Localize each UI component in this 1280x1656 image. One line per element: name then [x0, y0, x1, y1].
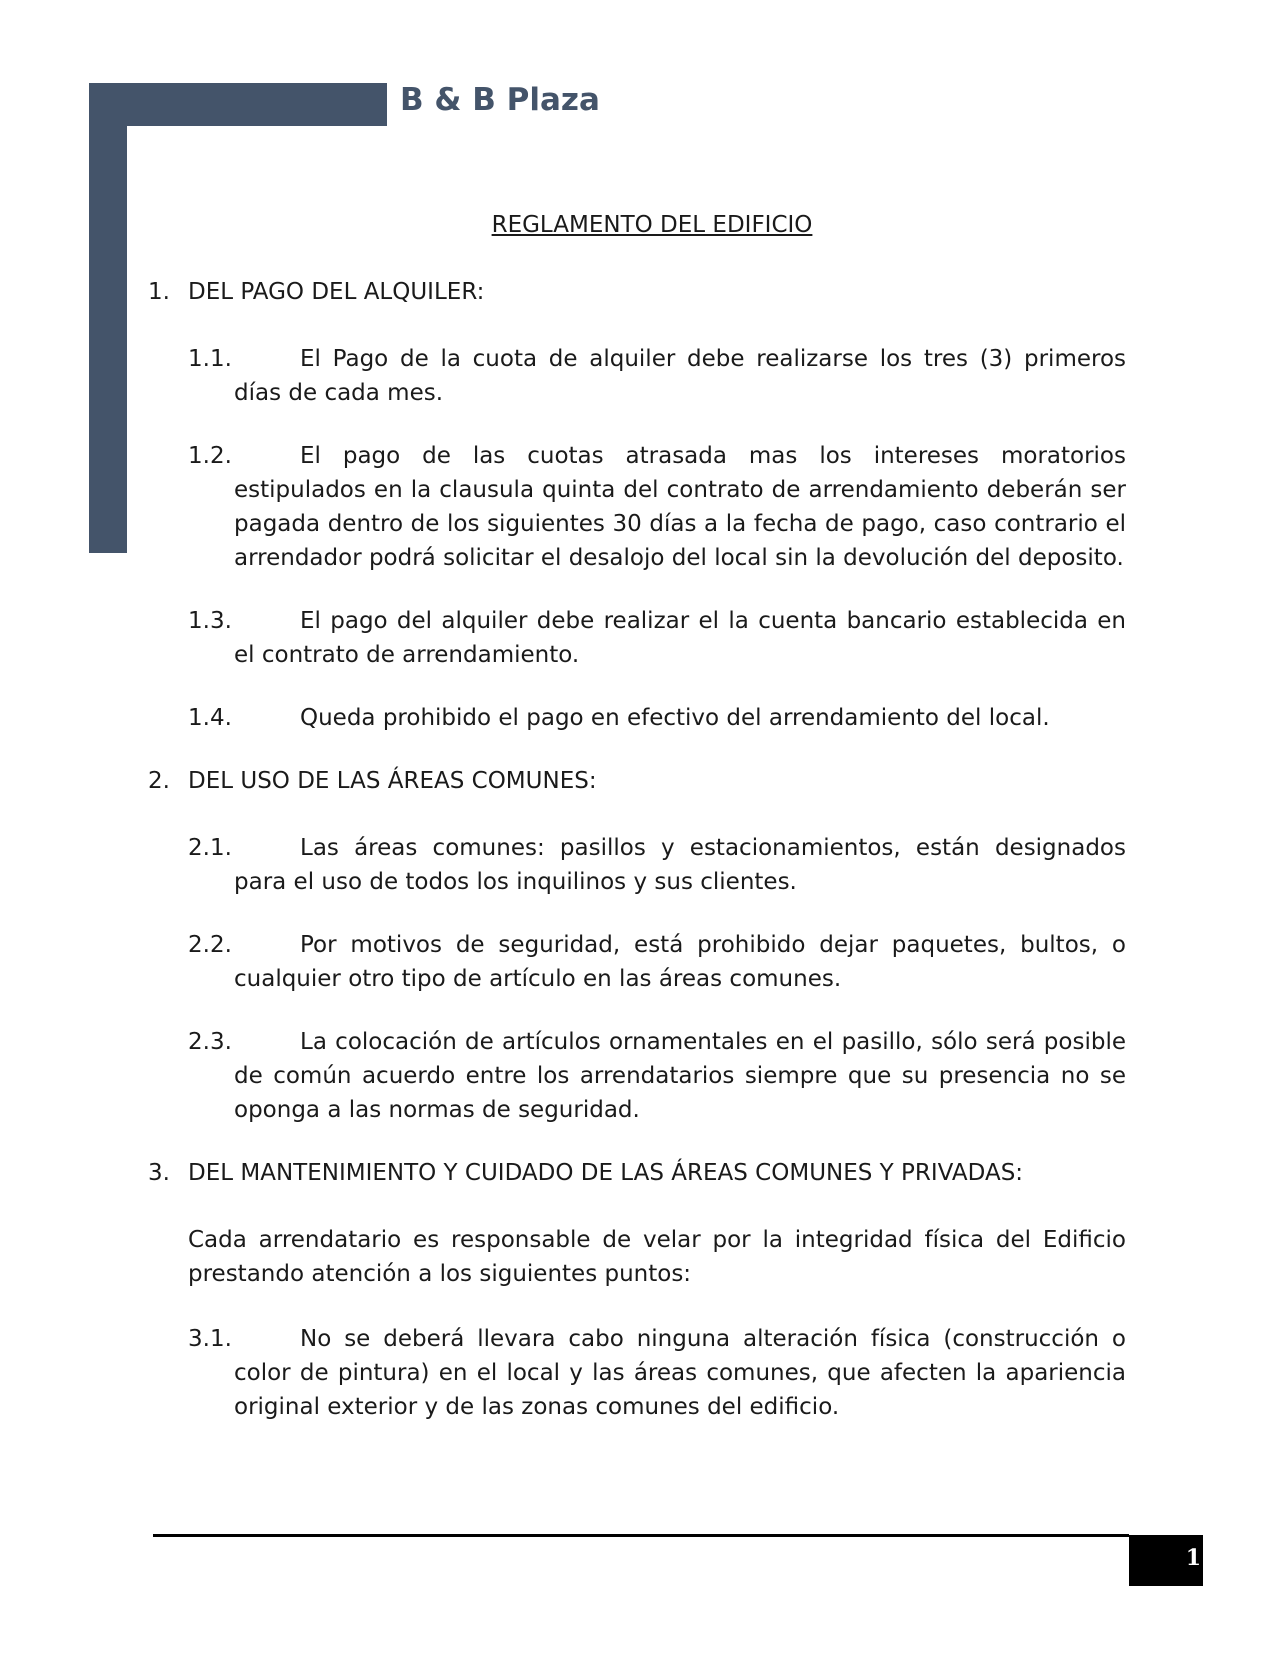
- item-text: Queda prohibido el pago en efectivo del arrendamiento del local.: [300, 705, 1050, 731]
- item-number: 2.3.: [188, 1029, 232, 1055]
- list-item: [188, 831, 1126, 899]
- section-title: DEL MANTENIMIENTO Y CUIDADO DE LAS ÁREAS COMUNES Y PRIVADAS:: [188, 1160, 1024, 1186]
- footer-divider: [153, 1534, 1129, 1537]
- section-number: 2.: [148, 768, 170, 794]
- item-text: La colocación de artículos ornamentales en el pasillo, sólo será posible de común acuerdo entre los arrendatarios siempre que su presencia no se oponga a las normas de seguridad.: [234, 1029, 1126, 1123]
- section-heading: [148, 1156, 1126, 1190]
- list-item: [188, 439, 1126, 575]
- item-text: El Pago de la cuota de alquiler debe realizarse los tres (3) primeros días de cada mes.: [234, 346, 1126, 406]
- list-item: [188, 1025, 1126, 1127]
- item-number: 2.1.: [188, 835, 232, 861]
- section-number: 1.: [148, 279, 170, 305]
- item-text: El pago del alquiler debe realizar el la cuenta bancario establecida en el contrato de arrendamiento.: [234, 608, 1126, 668]
- section-heading: [148, 275, 1126, 309]
- item-text: Por motivos de seguridad, está prohibido dejar paquetes, bultos, o cualquier otro tipo de artículo en las áreas comunes.: [234, 932, 1126, 992]
- page-number-box: [1129, 1535, 1203, 1586]
- item-text: El pago de las cuotas atrasada mas los intereses moratorios estipulados en la clausula quinta del contrato de arrendamiento deberán ser pagada dentro de los siguientes 30 días a la fecha de pago, caso contrario el arrendador podrá solicitar el desalojo del local sin la devolución del deposito.: [234, 443, 1126, 571]
- document-title: REGLAMENTO DEL EDIFICIO: [491, 212, 813, 238]
- item-number: 1.3.: [188, 608, 232, 634]
- item-number: 1.2.: [188, 443, 232, 469]
- item-number: 1.1.: [188, 346, 232, 372]
- header-accent-bar-left: [89, 83, 127, 553]
- section-title: DEL PAGO DEL ALQUILER:: [188, 279, 485, 305]
- item-text: No se deberá llevara cabo ninguna alteración física (construcción o color de pintura) en el local y las áreas comunes, que afecten la apariencia original exterior y de las zonas comunes del edificio.: [234, 1326, 1126, 1420]
- section-title: DEL USO DE LAS ÁREAS COMUNES:: [188, 768, 597, 794]
- list-item: [188, 604, 1126, 672]
- brand-title: B & B Plaza: [400, 82, 600, 118]
- item-number: 3.1.: [188, 1326, 232, 1352]
- list-item: [188, 701, 1126, 735]
- header-accent-bar-top: [89, 83, 387, 126]
- list-item: [188, 928, 1126, 996]
- list-item: [188, 1322, 1126, 1424]
- section-intro: Cada arrendatario es responsable de velar por la integridad física del Edificio prestando atención a los siguientes puntos:: [188, 1227, 1126, 1287]
- section-number: 3.: [148, 1160, 170, 1186]
- item-number: 1.4.: [188, 705, 232, 731]
- list-item: [188, 342, 1126, 410]
- document-body: [148, 208, 1126, 1453]
- item-text: Las áreas comunes: pasillos y estacionamientos, están designados para el uso de todos los inquilinos y sus clientes.: [234, 835, 1126, 895]
- item-number: 2.2.: [188, 932, 232, 958]
- section-heading: [148, 764, 1126, 798]
- page-number: 1: [1185, 1545, 1201, 1571]
